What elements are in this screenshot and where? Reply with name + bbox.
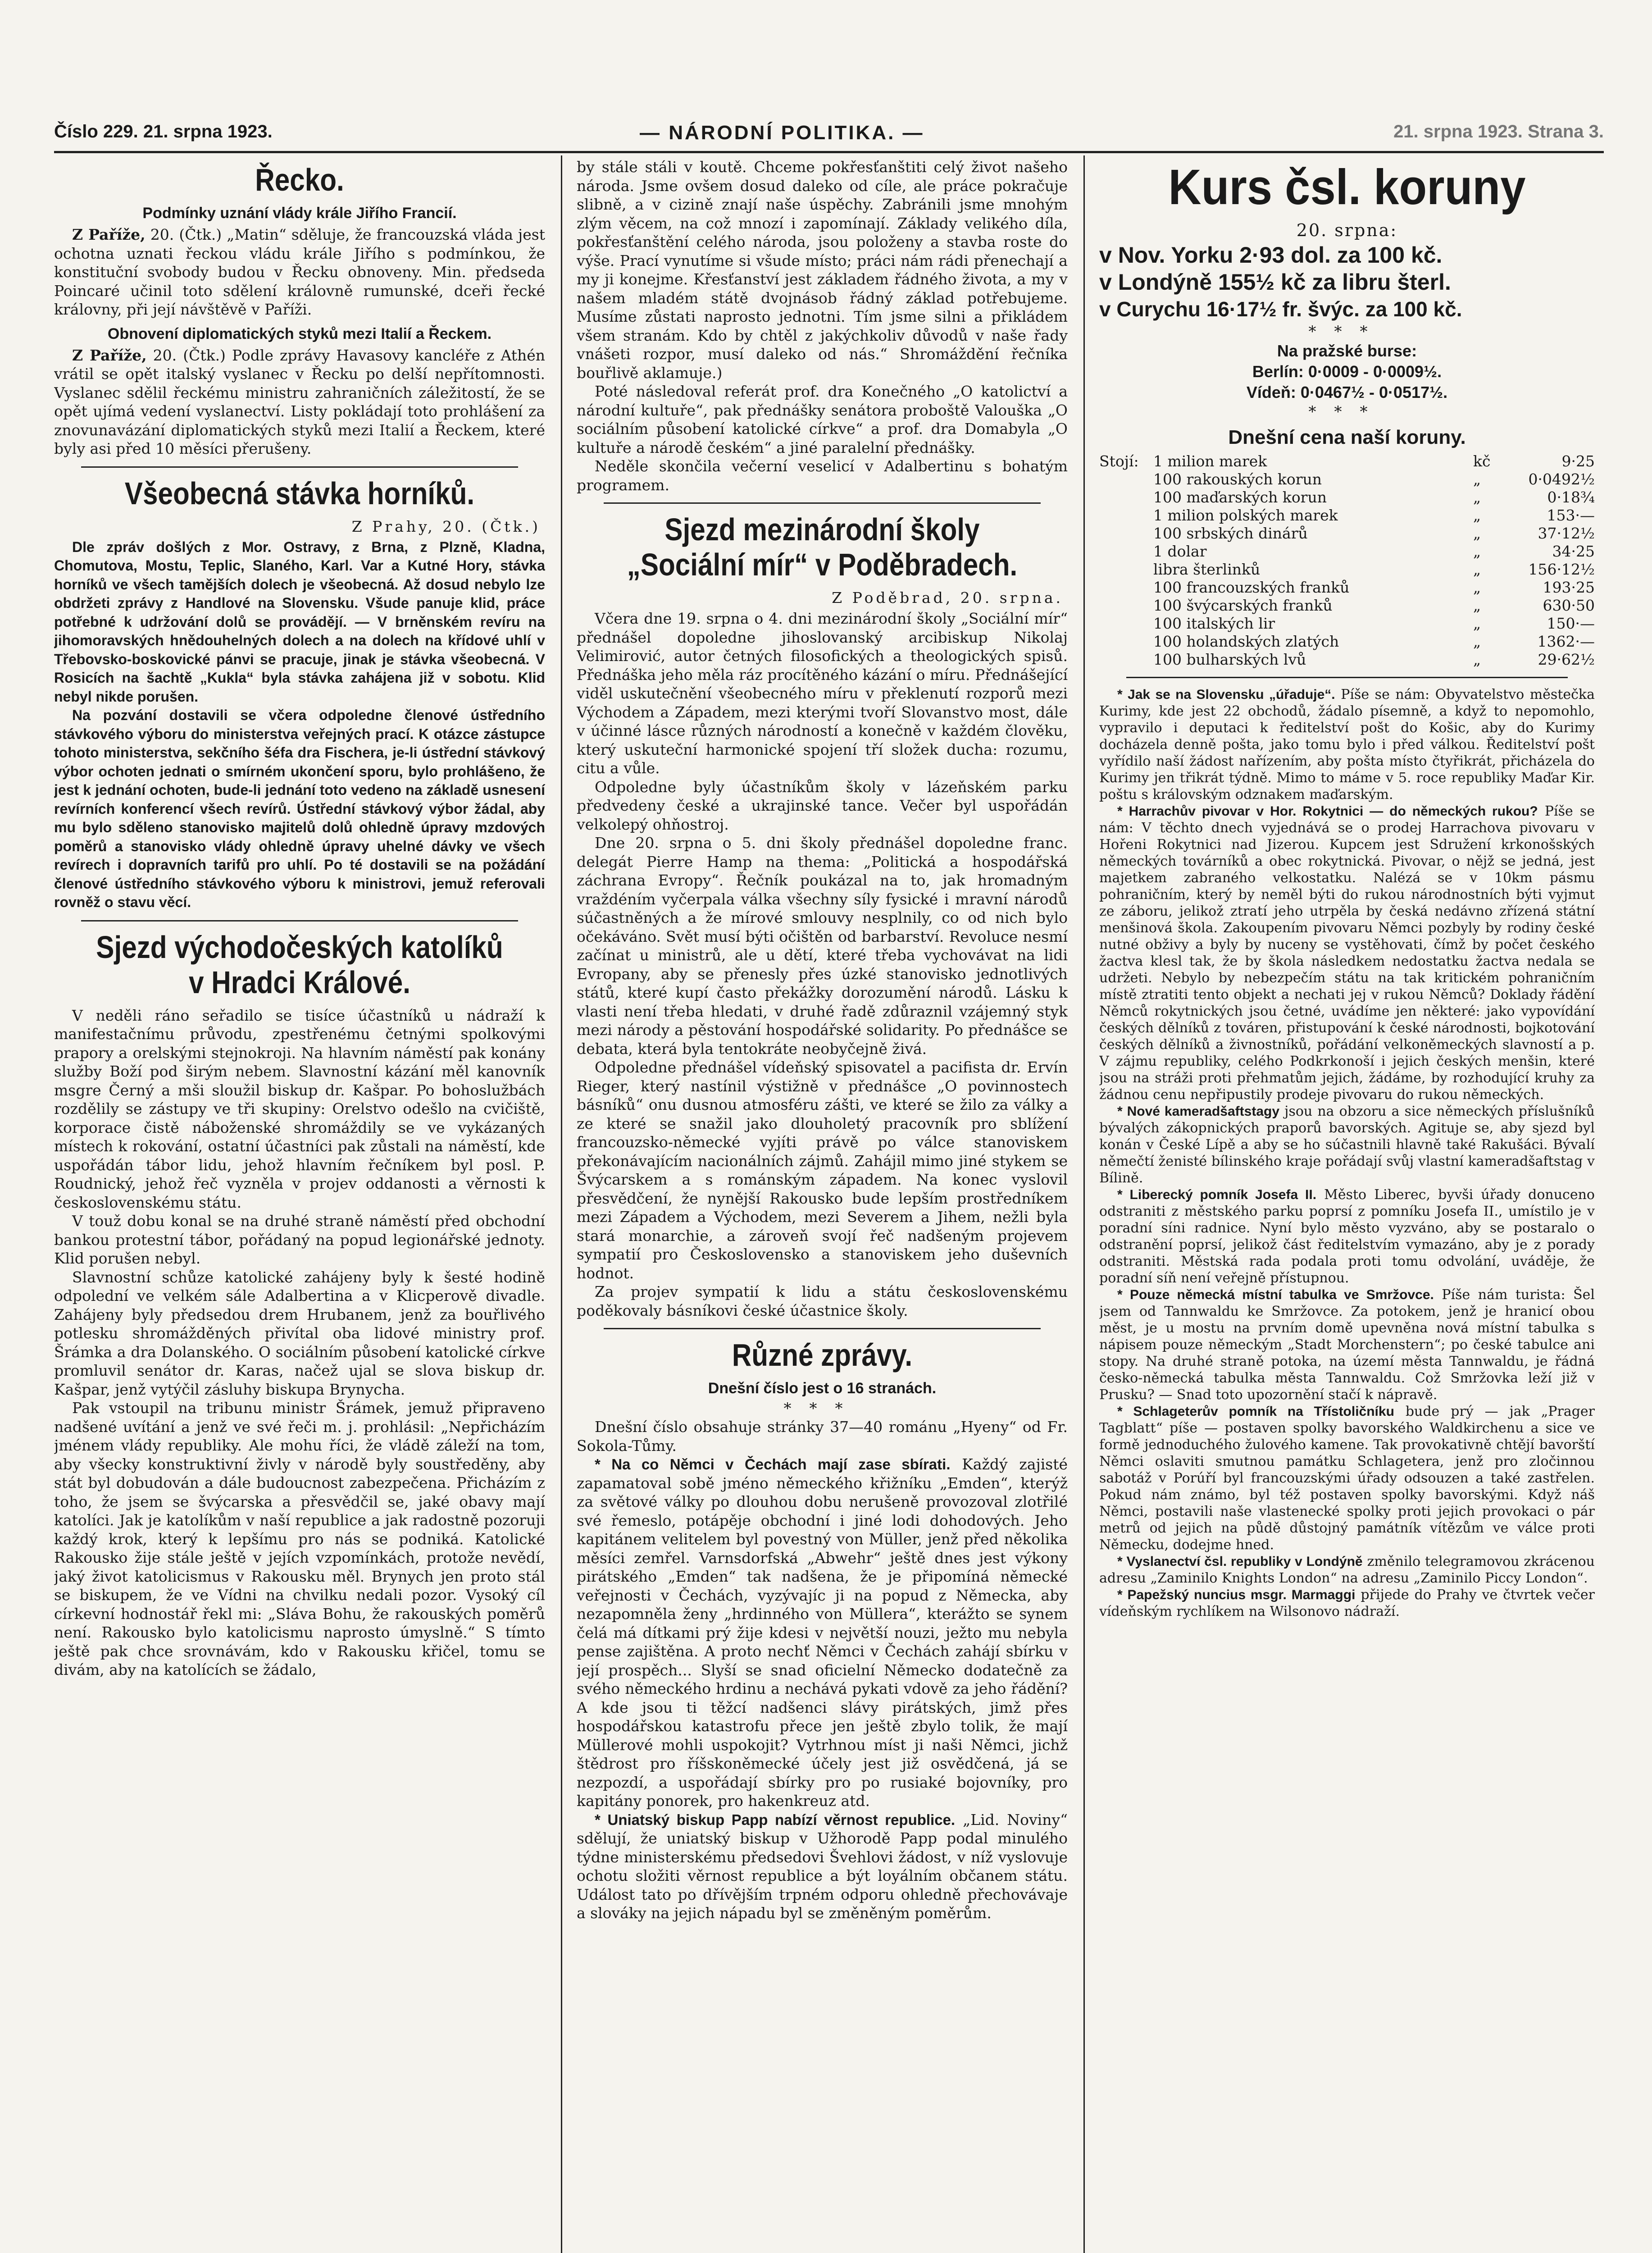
note-text: přijede do Prahy ve čtvrtek večer vídeňským rychlíkem na Wilsonovo nádraží.: [1099, 1587, 1595, 1619]
paragraph: Neděle skončila večerní veselicí v Adalbertinu s bohatým programem.: [577, 457, 1068, 494]
bourse-title: Na pražské burse:: [1277, 342, 1417, 360]
article-sjezd-hradec: [54, 930, 545, 1679]
article-ruzne-zpravy: [577, 1337, 1068, 1923]
price-row-value: 1362·—: [1537, 633, 1595, 650]
note-title: * Na co Němci v Čechách mají zase sbírati.: [595, 1456, 951, 1473]
price-row: [1099, 561, 1595, 579]
price-row: [1099, 597, 1595, 615]
paragraph: [577, 1811, 1068, 1923]
divider: [81, 920, 518, 921]
masthead: [54, 122, 1604, 149]
price-row-value: 34·25: [1552, 543, 1595, 560]
note-text: jsou na obzoru a sice německých příslušníků bývalých zákopnických praporů bavorských. Agituje se, aby sjezd byl konán v České Lípě a aby se ho súčastnili hlavně také Rakušáci. Bývalí němečtí ženisté bílinského kraje pořádají svůj vlastní kameradšaftstag v Bílině.: [1099, 1104, 1595, 1186]
paragraph: Poté následoval referát prof. dra Konečného „O katolictví a národní kultuře“, pak přednášky senátora proboště Valouška „O sociálním působení katolické církve“ a prof. dra Domabyla „O kultuře a národě českém“ a jiné paralelní přednášky.: [577, 383, 1068, 456]
headline-sjezd-hradec: Sjezd východočeských katolíků v Hradci Králové.: [96, 929, 503, 1000]
paragraph: Za projev sympatií k lidu a státu československému poděkovaly básníkovi české účastnice školy.: [577, 1283, 1068, 1319]
price-row-value: 193·25: [1543, 579, 1595, 596]
headline-ruzne-zpravy: Různé zprávy.: [732, 1337, 913, 1373]
price-row-value: 153·—: [1547, 506, 1595, 524]
price-row-currency: „: [1473, 543, 1481, 560]
divider: [81, 466, 518, 468]
price-row-label: 1 milion marek: [1153, 452, 1267, 470]
column-3: [1099, 158, 1595, 2253]
price-row-value: 0·0492½: [1528, 470, 1595, 488]
price-row: [1099, 579, 1595, 597]
paragraph-text: Každý zajisté zapamatoval sobě jméno německého křižníku „Emden“, kterýž za světové války po dlouhou dobu nerušeně provozoval zlotřilé své řemeslo, potápěje obchodní i jiné lodi dohodových. Jeho kapitánem velitelem byl povestný von Müller, jenž před několika měsíci zemřel. Varnsdorfská „Abwehr“ ještě dnes jest výkony pirátského „Emden“ tak nadšena, že je připomíná německé veřejnosti v Čechách, vyzývajíc ji na popud z Německa, aby nezapomněla ženy „hrdinného von Müllera“, kterážto se synem čelá má dítkami prý žije kdesi v největší nouzi, ježto mu nebyla pense zajištěna. A proto nechť Němci v Čechách zahájí sbírku v její prospěch... Slyší se snad oficielní Německo dodatečně za svého německého hrdinu a nechává pykati vdově za jeho řádění? A kde jsou ti těžcí nadšenci slávy pirátských, jimž přes hospodářskou katastrofu přece jen ještě zbylo tolik, že mají Müllerové mohli uspokojit? Vytrhnou míst ji naši Němci, jichž štědrost pro říšskoněmecké účely jest již osvědčená, já se nezpozdí, a uspořádají sbírky pro po rusiaké bojovníky, pro kapitány ponorek, pro hakenkreuz atd.: [577, 1455, 1068, 1810]
note-paragraph: [1099, 803, 1595, 1103]
price-row-currency: „: [1473, 470, 1481, 488]
price-row-label: 100 italských lir: [1153, 615, 1275, 632]
price-table: [1099, 452, 1595, 669]
price-row-label: 100 holandských zlatých: [1153, 633, 1339, 650]
note-paragraph: [1099, 1403, 1595, 1553]
note-paragraph: [1099, 1103, 1595, 1186]
divider: [1126, 677, 1568, 678]
price-row: [1099, 543, 1595, 561]
note-text: Píše se nám: V těchto dnech vyjednává se o prodej Harrachova pivovaru v Hořeni Rokytnici nad Jizerou. Kupcem jest Sdružení krkonošských německých továrníků a obec rokytnická. Pivovar, o nějž se jedná, jest majetkem zabraného velkostatku. Nalézá se v 10km pásmu pohraničním, který by neměl býti do rukou národnostních býti vyjmut ze záboru, jelikož ztratí jeho utrpěla by česká nedávno zřízená státní menšinová škola. Zakoupením pivovaru Němci pozbyly by rodiny české nutné obživy a byly by nuceny se vystěhovati, čímž by počet českého žactva klesl tak, že by škola následkem nedostatku žactva nedala se udržeti. Nebylo by nebezpečím státu na tak kritickém pohraničním místě ztratiti tento objekt a nechati jej v rukou Němců? Doklady řádění Němců rokytnických jsou četné, uvádíme jen některé: jako vypovídání českých dělníků z továren, přistupování k české národnosti, bojkotování českých dělníků a živnostníků, pořádání velkoněmeckých slavností a p. V zájmu republiky, celého Podkrkonoší i jejich českých menšin, které jsou na stráži proti přehmatům jejich, žádáme, by rozhodující kruhy za žádnou cenu nepřipustily prodeje pivovaru do rukou německých.: [1099, 803, 1595, 1103]
price-row-prefix: [1099, 615, 1153, 633]
note-paragraph: [1099, 1553, 1595, 1587]
price-row: [1099, 524, 1595, 543]
price-row-label: 100 bulharských lvů: [1153, 651, 1306, 668]
column-1: [54, 158, 545, 2253]
note-title: * Pouze německá místní tabulka ve Smržovce.: [1117, 1287, 1434, 1302]
note-title: * Uniatský biskup Papp nabízí věrnost republice.: [595, 1811, 956, 1828]
price-row-currency: „: [1473, 597, 1481, 614]
note-paragraph: [1099, 1587, 1595, 1620]
note-text: Píše nám turista: Šel jsem od Tannwaldu ke Smržovce. Za potokem, jenž je hranicí obou měst, je u mostu na prvním domě upevněna nová místní tabulka s nápisem pouze německým „Stadt Morchenstern“; po české tabulce ani stopy. Na druhé straně potoka, na území města Tannwaldu, je řádná česko-německá tabulka města Tannwaldu. Což Smržovka leží již v Prusku? — Snad toto upozornění stačí k nápravě.: [1099, 1287, 1595, 1403]
price-row-label: libra šterlinků: [1153, 561, 1261, 578]
asterisk-separator: ***: [1308, 403, 1386, 421]
article-socialni-mir: [577, 512, 1068, 1320]
note-title: * Schlageterův pomník na Třístoličníku: [1117, 1404, 1394, 1419]
column-2: [577, 158, 1068, 2253]
dateline: Z Prahy, 20. (Čtk.): [351, 517, 541, 535]
paragraph-text: 20. (Čtk.) „Matin“ sděluje, že francouzská vláda jest ochotna uznati řeckou vládu krále Jiřího s podmínkou, že konstituční svobody budou v Řecku obnoveny. Min. předseda Poincaré učinil toto sdělení královně rumunské, dceři řecké královny, při její návštěvě v Paříži.: [54, 226, 545, 318]
masthead-rule: [54, 151, 1604, 153]
price-row-currency: „: [1473, 615, 1481, 632]
price-row-prefix: [1099, 524, 1153, 543]
dateline-lead: Z Paříže,: [72, 226, 146, 243]
subhead-pages: Dnešní číslo jest o 16 stranách.: [708, 1380, 937, 1397]
note-text: bude prý — jak „Prager Tagblatt“ píše — postaven spolky bavorského Waldkirchenu a sice ve formě jednoduchého žulového kamene. Tak provokativně chtějí bavorští Němci oslaviti smutnou památku Schlagetera, jenž pro zločinnou sabotáž v Porúří byl francouzskými úřady odsouzen a také zastřelen. Pokud nám známo, byl též postaven spolky bavorskými. Když náš Němci, postavili naše vlastenecké spolky proti jejich provokaci o pár metrů od jejich na půdě důstojný památník vítězům ve válce proti Německu, dodejme hned.: [1099, 1404, 1595, 1553]
paragraph: Včera dne 19. srpna o 4. dni mezinárodní školy „Sociální mír“ přednášel dopoledne jihoslovanský arcibiskup Nikolaj Velimirović, autor četných filosofických a theologických spisů. Přednáška jeho měla ráz procítěného kázání o míru. Přednášející viděl uskutečnění všeobecného míru v překlenutí rozporů mezi Východem a Západem, mezi kterými tvoří Slovanstvo most, dále v účinné lásce různých národností a konečně v každém člověku, který uskuteční harmonické spojení tří složek ducha: rozumu, citu a vůle.: [577, 610, 1068, 777]
note-title: * Jak se na Slovensku „úřaduje“.: [1117, 687, 1335, 702]
article-sjezd-continued: [577, 158, 1068, 494]
paragraph: Dle zpráv došlých z Mor. Ostravy, z Brna, z Plzně, Kladna, Chomutova, Mostu, Teplic, Slaného, Karl. Var a Kutné Hory, stávka horníků ve všech tamějších dolech je všeobecná. Až dosud nebylo lze obdržeti zprávy z Handlové na Slovensku. Všude panuje klid, práce potřebné k udržování dolů se provádějí. — V brněnském revíru na jihomoravských hnědouhelných dolech a na dolech na křídové uhlí v Třebovsko-boskovické pánvi se pracuje, jinak je stávka všeobecná. V Rosicích na šachtě „Kukla“ byla stávka zahájena již v sobotu. Klid nebyl nikde porušen.: [54, 538, 545, 705]
crown-price-section: [1099, 425, 1595, 669]
price-row: [1099, 651, 1595, 669]
paragraph: V neděli ráno seřadilo se tisíce účastníků u nádraží k manifestačnímu průvodu, zpestřenému četnými spolkovými prapory a orelskými stejnokroji. Na hlavním náměstí pak konány služby Boží pod širým nebem. Slavnostní kázání měl kanovník msgre Černý a mši sloužil biskup dr. Kašpar. Po bohoslužbách rozdělily se zástupy ve tři skupiny: Orelstvo odešlo na cvičiště, korporace čistě náboženské shromáždily se ve vykázaných místech k rokování, ostatní účastníci pak zůstali na náměstí, kde uspořádán tábor lidu, jehož hlavním řečníkem byl posl. P. Roudnický, jehož řeč vyzněla v projev oddanosti a věrnosti k československému státu.: [54, 1006, 545, 1211]
kurs-date: 20. srpna:: [1296, 220, 1398, 240]
note-text: Píše se nám: Obyvatelstvo městečka Kurimy, kde jest 22 obchodů, žádalo písemně, a když to nepomohlo, vypravilo i deputaci k ředitelství pošt do Košic, aby do Kurimy docházela denně pošta, jako tomu bylo i před válkou. Ředitelství pošt vyřídilo naší žádost nařízením, aby pošta místo čtyřikrát, přicházela do Kurimy jen třikrát týdně. Mimo to máme v 5. roce republiky Maďar Kir. poštu s královským odznakem maďarským.: [1099, 687, 1595, 803]
paragraph: V touž dobu konal se na druhé straně náměstí před obchodní bankou protestní tábor, pořádaný na popud legionářské jednoty. Klid porušen nebyl.: [54, 1212, 545, 1267]
price-row-label: 100 švýcarských franků: [1153, 597, 1333, 614]
bourse-vienna: Vídeň: 0·0467½ - 0·0517½.: [1246, 383, 1448, 401]
article-stavka: [54, 476, 545, 912]
paragraph: Pak vstoupil na tribunu ministr Šrámek, jemuž připraveno nadšené uvítání a jenž ve své řeči m. j. prohlásil: „Nepřicházím jménem vlády republiky. Ale mohu říci, že vládě záleží na tom, aby všecky konstruktivní živly v národě byly soustředěny, aby stát byl dobudován a dále budoucnost zabezpečena. Přicházím z toho, že jsem se švýcarska a přesvědčil se, jaké obavy mají katolíci. Jak je katolíkům v naší republice a jak radostně pozoruji každý krok, který k lepšímu pro nás se podniká. Katolické Rakousko žije stále ještě v jejích vzpomínkách, protože nevědí, jaký život katolicismus v Rakousku měl. Brynych jen proto stál se biskupem, že ve Vídni na chvilku nedali pozor. Vysoký cíl církevní hodnostář řekl mi: „Sláva Bohu, že rakouských poměrů není. Rakousko bylo katolicismu naprosto úmyslně.“ S tímto ještě pak chce srovnávám, kdo v Rakousku křičel, tomu se divám, aby na katolících se žádalo,: [54, 1399, 545, 1678]
paragraph: Dnešní číslo obsahuje stránky 37—40 románu „Hyeny“ od Fr. Sokola-Tůmy.: [577, 1418, 1068, 1455]
price-row: [1099, 452, 1595, 470]
rate-new-york: v Nov. Yorku 2·93 dol. za 100 kč.: [1099, 242, 1443, 268]
price-row-prefix: [1099, 651, 1153, 669]
price-row-prefix: [1099, 561, 1153, 579]
page-reference: 21. srpna 1923. Strana 3.: [1393, 122, 1604, 141]
newspaper-title: — NÁRODNÍ POLITIKA. —: [640, 122, 924, 144]
price-row-value: 630·50: [1543, 597, 1595, 614]
paragraph: [54, 346, 545, 458]
note-title: * Nové kameradšaftstagy: [1117, 1104, 1280, 1119]
price-row-value: 37·12½: [1538, 524, 1595, 542]
price-row-label: 1 dolar: [1153, 543, 1207, 560]
note-text: změnilo telegramovou zkrácenou adresu „Zaminilo Knights London“ na adresu „Zaminilo Piccy London“.: [1099, 1554, 1595, 1586]
note-paragraph: [1099, 1186, 1595, 1286]
price-row-label: 1 milion polských marek: [1153, 506, 1338, 524]
divider: [604, 502, 1041, 504]
paragraph: Dne 20. srpna o 5. dni školy přednášel dopoledne franc. delegát Pierre Hamp na thema: „Politická a hospodářská záchrana Evropy“. Řečník poukázal na to, jak hromadným vraždéním vyčerpala válka všechny síly fysické i mravní národů súčastněných a že mírové smlouvy nesplnily, co od nich bylo očekáváno. Svět musí býti očištěn od barbarství. Revoluce nesmí začínat u ministrů, ale u dětí, které třeba vychovávat na lidi Evropany, aby se přenesly přes úzké stanovisko jednotlivých států, které kupí často překážky dorozumění národů. Lásku k vlasti není třeba hledati, v druhé řadě zdůraznil vzájemný styk mezi národy a pěstování hospodářské solidarity. Po přednášce se debata, která byla tentokráte neobyčejně živá.: [577, 834, 1068, 1058]
paragraph: [54, 225, 545, 319]
bourse-berlin: Berlín: 0·0009 - 0·0009½.: [1252, 362, 1442, 381]
issue-number: Číslo 229. 21. srpna 1923.: [54, 122, 273, 141]
paragraph-text: 20. (Čtk.) Podle zprávy Havasovy kancléře z Athén vrátil se opět italský vyslanec v Řecku po delší nepřítomnosti. Vyslanec sdělil řeckému ministru zahraničních záležitostí, že se opět ujímá vedení vyslanectví. Listy pokládají toto prohlášení za znovunavázání diplomatických styků mezi Italií a Řeckem, které byly asi před 10 měsíci přerušeny.: [54, 346, 545, 457]
paragraph: Slavnostní schůze katolické zahájeny byly k šesté hodině odpolední ve velkém sále Adalbertina a v Klicperově divadle. Zahájeny byly předsedou drem Hrubanem, jenž za bouřlivého potlesku shromážděných přivítal oba lidové ministry prof. Šrámka a dra Dolanského. O sociálním působení katolické církve promluvil senátor dr. Karas, načež ujal se slova biskup dr. Kašpar, jenž vytýčil zásluhy biskupa Brynycha.: [54, 1268, 545, 1398]
price-row-currency: „: [1473, 524, 1481, 542]
paragraph: [577, 1455, 1068, 1811]
note-title: * Harrachův pivovar v Hor. Rokytnici — do německých rukou?: [1117, 804, 1538, 819]
asterisk-separator: ***: [1308, 323, 1386, 341]
price-row-prefix: [1099, 633, 1153, 651]
headline-recko: Řecko.: [255, 162, 344, 197]
divider: [604, 1328, 1041, 1329]
dateline: Z Poděbrad, 20. srpna.: [832, 589, 1063, 607]
price-row-prefix: [1099, 506, 1153, 524]
paragraph-text: „Lid. Noviny“ sdělují, že uniatský biskup v Užhorodě Papp podal minulého týdne ministerskému předsedovi Švehlovi žádost, v níž vyslovuje ochotu složiti věrnost republice a být loyálním občanem státu. Událost tato po dřívějším trpném odporu ohledně přechovávaje a slováky na jejich nápadu byl se změněným poměrům.: [577, 1811, 1068, 1922]
exchange-rate-box: [1099, 160, 1595, 420]
price-row-label: 100 rakouských korun: [1153, 470, 1322, 488]
column-rule-2: [1083, 155, 1085, 2253]
price-row-prefix: Stojí:: [1099, 452, 1139, 470]
headline-kurs: Kurs čsl. koruny: [1168, 160, 1526, 215]
price-row: [1099, 470, 1595, 488]
price-row-label: 100 srbských dinárů: [1153, 524, 1308, 542]
article-recko: [54, 162, 545, 458]
price-row-currency: „: [1473, 633, 1481, 650]
headline-cena: Dnešní cena naší koruny.: [1228, 426, 1466, 448]
price-row-currency: „: [1473, 506, 1481, 524]
paragraph: by stále stáli v koutě. Chceme pokřesťanštiti celý život našeho národa. Jsme ovšem dosud daleko od cíle, ale práce pokračuje slibně, a v cizině znají naše úspěchy. Zabránili jsme mnohým zlým věcem, na což mnozí i zapomínají. Základy velikého díla, pokřesťanštění celého národa, jsou položeny a stavba roste do výše. Prací vynutíme si všude místo; práci nám rádi přenechají a my ji konejme. Křesťanství jest základem řádného života, a my v našem mladém státě dvojnásob řádný základ potřebujeme. Musíme zůstati naprosto jednotni. Tím jsme silni a přikládem všem stranám. Kdo by chtěl z jakýchkoliv důvodů v naše řady vnášeti rozpor, musí daleko od nás.“ Shromáždění řečníka bouřlivě aklamuje.): [577, 158, 1068, 382]
note-title: * Vyslanectví čsl. republiky v Londýně: [1117, 1554, 1363, 1569]
price-row-prefix: [1099, 488, 1153, 506]
price-row-label: 100 francouzských franků: [1153, 579, 1350, 596]
rate-zurich: v Curychu 16·17½ fr. švýc. za 100 kč.: [1099, 297, 1462, 321]
price-row-prefix: [1099, 597, 1153, 615]
price-row-prefix: [1099, 579, 1153, 597]
dateline-lead: Z Paříže,: [72, 346, 147, 364]
rate-london: v Londýně 155½ kč za libru šterl.: [1099, 269, 1451, 295]
notes-list: [1099, 686, 1595, 1620]
paragraph: Odpoledne přednášel vídeňský spisovatel a pacifista dr. Ervín Rieger, který nastínil výstižně v přednášce „O povinnostech básníků“ onu dusnou atmosféru zášti, ve které se žilo za války a ze které se snažil jako dlouholetý pracovník pro sblížení francouzsko-německé vyjíti právě po válce stanoviskem překonávajícím nacionálních zájmů. Zahájil mimo jiné stykem se Švýcarskem a s románským západem. Na konec vyslovil přesvědčení, že nynější Rakousko bude lepším prostředníkem mezi Západem a Východem, mezi Severem a Jihem, nežli byla stará monarchie, a zároveň svojí řeč nadšeným projevem sympatií pro Československo a stanoviskem jeho duševních hodnot.: [577, 1058, 1068, 1282]
price-row: [1099, 488, 1595, 506]
subhead-recko-1: Podmínky uznání vlády krále Jiřího Francií.: [142, 205, 457, 222]
price-row-label: 100 maďarských korun: [1153, 488, 1327, 506]
note-paragraph: [1099, 686, 1595, 803]
price-row-currency: „: [1473, 561, 1481, 578]
note-paragraph: [1099, 1286, 1595, 1403]
headline-stavka: Všeobecná stávka horníků.: [124, 475, 475, 511]
subhead-recko-2: Obnovení diplomatických styků mezi Italií a Řeckem.: [107, 325, 492, 342]
column-rule-1: [561, 155, 562, 2253]
asterisk-separator: ***: [783, 1400, 861, 1418]
price-row-currency: „: [1473, 579, 1481, 596]
price-row-currency: „: [1473, 488, 1481, 506]
price-row: [1099, 506, 1595, 524]
price-row-value: 150·—: [1547, 615, 1595, 632]
headline-socialni-mir: Sjezd mezinárodní školy „Sociální mír“ v Poděbradech.: [627, 512, 1018, 582]
price-row-prefix: [1099, 543, 1153, 561]
price-row-value: 9·25: [1561, 452, 1595, 470]
price-row-value: 0·18¾: [1547, 488, 1595, 506]
price-row-value: 156·12½: [1528, 561, 1595, 578]
price-row: [1099, 633, 1595, 651]
note-text: Město Liberec, byvši úřady donuceno odstraniti z městského parku poprsí z pomníku Josefa II., umístilo je v poradní síni radnice. Nyní bylo město vyzváno, aby se postaralo o odstranění poprsí, jelikož část ředitelstvím vymazáno, aby je z porady odstraniti. Městská rada podala proti tomu odvolání, uváděje, že poradní síň není veřejně přístupnou.: [1099, 1187, 1595, 1286]
note-title: * Liberecký pomník Josefa II.: [1117, 1187, 1317, 1202]
price-row-prefix: [1099, 470, 1153, 488]
price-row-currency: „: [1473, 651, 1481, 668]
price-row: [1099, 615, 1595, 633]
paragraph: Na pozvání dostavili se včera odpoledne členové ústředního stávkového výboru do ministerstva veřejných prací. K otázce zástupce tohoto ministerstva, sekčního šéfa dra Fischera, je-li ústřední stávkový výbor ochoten jednati o smírném ukončení sporu, bylo prohlášeno, že jest k jednání ochoten, bude-li jednání toto vedeno na základě usnesení revírních konferencí všech revírů. Ústřední stávkový výbor žádal, aby mu bylo sděleno stanovisko majitelů dolů ohledně úpravy mzdových poměrů a stanovisko vlády ohledně úpravy uhelné dávky ve všech revírech i dopravních tarifů pro uhlí. Po té dostavili se na požádání členové ústředního stávkového výboru k ministrovi, jemuž referovali rovněž o stavu věcí.: [54, 707, 545, 910]
note-title: * Papežský nuncius msgr. Marmaggi: [1117, 1587, 1356, 1602]
price-row-value: 29·62½: [1538, 651, 1595, 668]
price-row-currency: kč: [1473, 452, 1491, 470]
paragraph: Odpoledne byly účastníkům školy v lázeňském parku předvedeny české a ukrajinské tance. Večer byl uspořádán velkolepý ohňostroj.: [577, 778, 1068, 833]
